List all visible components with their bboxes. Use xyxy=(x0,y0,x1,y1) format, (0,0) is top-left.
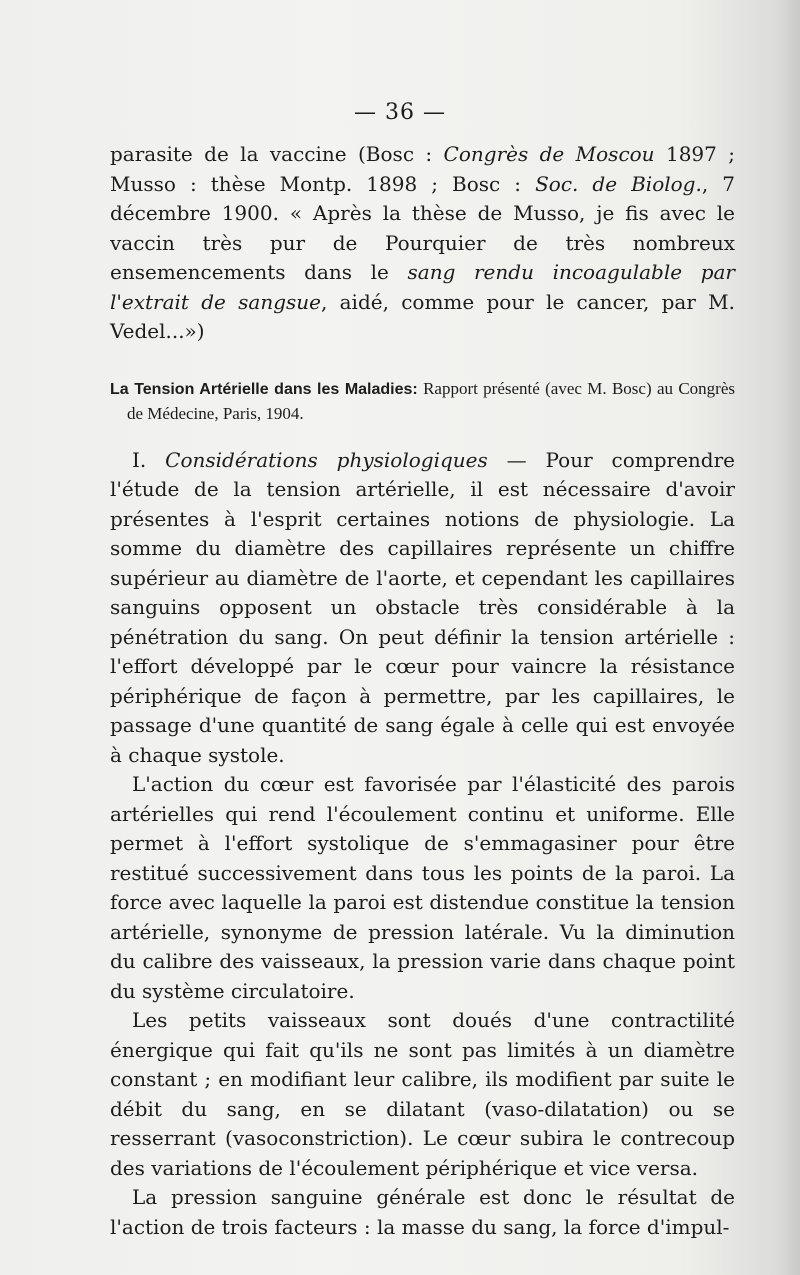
text-run: 1897 ; Musso : thèse Montp. 1898 ; Bosc : xyxy=(110,142,735,196)
reference-text: Rapport présenté (avec M. Bosc) au Congrès de Médecine, Paris, 1904. xyxy=(127,378,735,423)
italic-phrase: sang rendu incoagulable par l'extrait de sangsue xyxy=(110,260,735,314)
body-paragraph: Les petits vaisseaux sont doués d'une contractilité énergique qui fait qu'ils ne sont pas limités à un diamètre constant ; en modifiant leur calibre, ils modifient par suite le débit du sang, en se dilatant (vaso-dilatation) ou se resserrant (vasoconstriction). Le cœur subira le contrecoup des variations de l'écoulement périphérique et vice versa. xyxy=(110,1008,735,1180)
italic-citation: Soc. de Biolog. xyxy=(535,171,702,196)
section-paragraph xyxy=(110,446,735,771)
body-paragraph: La pression sanguine générale est donc le résultat de l'action de trois facteurs : la masse du sang, la force d'impul- xyxy=(110,1185,735,1239)
section-text: — Pour comprendre l'étude de la tension artérielle, il est nécessaire d'avoir présentes à l'esprit certaines notions de physiologie. La somme du diamètre des capillaires représente un chiffre supérieur au diamètre de l'aorte, et cependant les capillaires sanguins opposent un obstacle très considérable à la pénétration du sang. On peut définir la tension artérielle : l'effort développé par le cœur pour vaincre la résistance périphérique de façon à permettre, par les capillaires, le passage d'une quantité de sang égale à celle qui est envoyée à chaque systole. xyxy=(110,447,735,767)
continuation-paragraph xyxy=(110,140,735,347)
reference-title: La Tension Artérielle dans les Maladies: xyxy=(110,380,418,398)
bibliographic-reference xyxy=(110,377,735,426)
page-number: — 36 — xyxy=(354,100,446,125)
text-run: parasite de la vaccine (Bosc : xyxy=(110,142,444,166)
text-run: , 7 décembre 1900. « Après la thèse de Musso, je fis avec le vaccin très pur de Pourquier de très nombreux ensemencements dans le xyxy=(110,171,735,284)
section-number: I. xyxy=(132,447,166,472)
text-run: , aidé, comme pour le cancer, par M. Vedel...») xyxy=(110,289,735,343)
section-heading: Considérations physiologiques xyxy=(165,447,488,472)
italic-citation: Congrès de Moscou xyxy=(443,142,655,166)
page-body xyxy=(110,140,735,1242)
body-paragraph: L'action du cœur est favorisée par l'élasticité des parois artérielles qui rend l'écoulement continu et uniforme. Elle permet à l'effort systolique de s'emmagasiner pour être restitué successivement dans tous les points de la paroi. La force avec laquelle la paroi est distendue constitue la tension artérielle, synonyme de pression latérale. Vu la diminution du calibre des vaisseaux, la pression varie dans chaque point du système circulatoire. xyxy=(110,772,735,1003)
